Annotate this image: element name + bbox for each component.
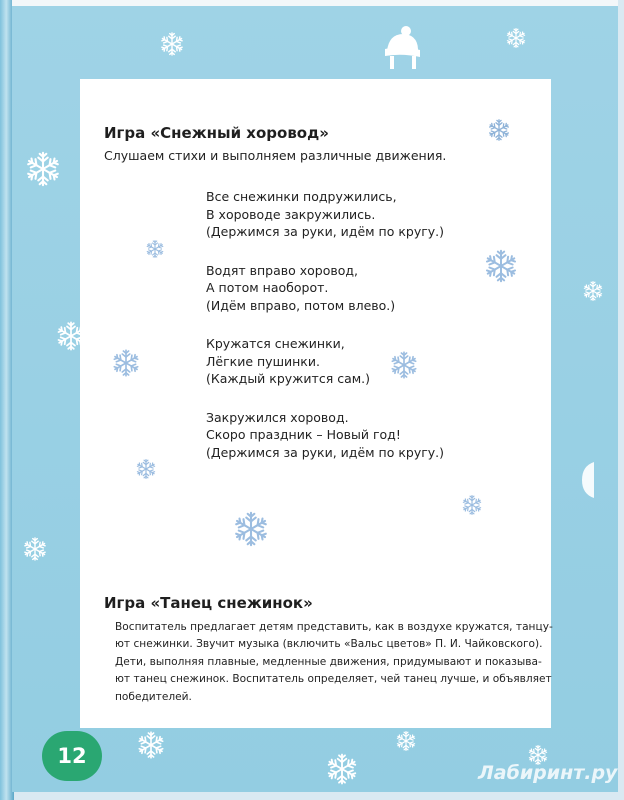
description-line: Дети, выполняя плавные, медленные движения, придумывают и показыва- xyxy=(115,655,542,668)
snowflake-icon xyxy=(582,280,604,302)
snowflake-icon xyxy=(505,27,527,49)
poem-line: (Держимся за руки, идём по кругу.) xyxy=(206,224,445,239)
poem-stanza xyxy=(206,335,444,388)
side-decoration xyxy=(578,462,594,498)
description-line: победителей. xyxy=(115,690,192,703)
description-line: ют снежинки. Звучит музыка (включить «Вальс цветов» П. И. Чайковского). xyxy=(115,638,543,651)
description-line: ют танец снежинок. Воспитатель определяет, чей танец лучше, и объявляет xyxy=(115,673,552,686)
poem-line: (Держимся за руки, идём по кругу.) xyxy=(206,444,445,460)
page-top-strip xyxy=(12,0,618,6)
snowflake-icon xyxy=(483,248,519,284)
snowflake-icon xyxy=(24,150,62,188)
game-description xyxy=(115,619,551,706)
snowflake-icon xyxy=(232,510,270,548)
snowflake-icon xyxy=(487,118,511,142)
snowflake-icon xyxy=(145,239,165,259)
poem-line: (Каждый кружится сам.) xyxy=(206,371,371,386)
page-number: 12 xyxy=(57,744,87,768)
poem-line: В хороводе закружились. xyxy=(206,206,376,222)
winter-hat-icon xyxy=(381,25,423,71)
snowflake-icon xyxy=(135,458,157,480)
snowflake-icon xyxy=(111,348,141,378)
poem xyxy=(206,188,444,482)
description-line: Воспитатель предлагает детям представить, как в воздухе кружатся, танцу- xyxy=(115,621,553,633)
snowflake-icon xyxy=(22,536,48,562)
poem-stanza xyxy=(206,262,444,315)
poem-line: Закружился хоровод. xyxy=(206,409,349,425)
poem-line: Скоро праздник – Новый год! xyxy=(206,427,401,442)
watermark: Лабиринт.ру xyxy=(478,762,618,784)
poem-line: Водят вправо хоровод, xyxy=(206,262,359,278)
snowflake-icon xyxy=(461,494,483,516)
poem-stanza xyxy=(206,188,444,241)
poem-line: А потом наоборот. xyxy=(206,280,329,295)
poem-line: Лёгкие пушинки. xyxy=(206,353,320,369)
poem-line: Кружатся снежинки, xyxy=(206,336,345,351)
snowflake-icon xyxy=(159,31,185,57)
poem-line: Все снежинки подружились, xyxy=(206,189,397,204)
page-number-badge xyxy=(42,731,102,781)
snowflake-icon xyxy=(325,752,359,786)
snowflake-icon xyxy=(395,730,417,752)
poem-stanza xyxy=(206,409,444,462)
poem-line: (Идём вправо, потом влево.) xyxy=(206,297,396,313)
game-title: Игра «Снежный хоровод» xyxy=(104,124,329,142)
snowflake-icon xyxy=(136,730,166,760)
game-instruction: Слушаем стихи и выполняем различные движения. xyxy=(104,148,447,163)
game-title: Игра «Танец снежинок» xyxy=(104,594,313,612)
